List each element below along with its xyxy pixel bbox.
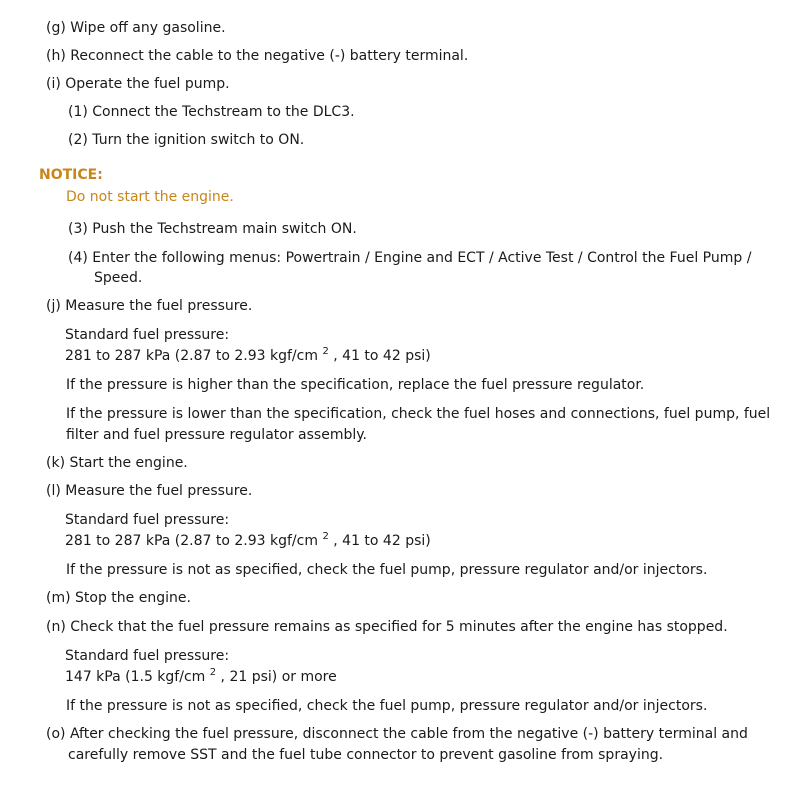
- substep-i-4-line1: (4) Enter the following menus: Powertrain / Engine and ECT / Active Test / Control the Fuel Pump /: [68, 250, 752, 266]
- substep-i-2: (2) Turn the ignition switch to ON.: [68, 132, 305, 148]
- std-value-b: , 41 to 42 psi): [328, 348, 431, 364]
- std-pressure-label-j: Standard fuel pressure:: [65, 327, 230, 343]
- std-pressure-value-j: [65, 347, 431, 367]
- std-value-a: 281 to 287 kPa (2.87 to 2.93 kgf/cm: [65, 348, 318, 364]
- superscript: 2: [322, 531, 329, 542]
- step-o-line1: (o) After checking the fuel pressure, disconnect the cable from the negative (-) battery terminal and: [46, 726, 748, 742]
- std-pressure-value-l: [65, 532, 431, 552]
- note-l: If the pressure is not as specified, check the fuel pump, pressure regulator and/or injectors.: [66, 562, 708, 578]
- step-o-line2: carefully remove SST and the fuel tube connector to prevent gasoline from spraying.: [68, 747, 664, 763]
- substep-i-1: (1) Connect the Techstream to the DLC3.: [68, 104, 355, 120]
- step-i: (i) Operate the fuel pump.: [46, 76, 230, 92]
- step-n: (n) Check that the fuel pressure remains as specified for 5 minutes after the engine has stopped.: [46, 619, 728, 635]
- step-h: (h) Reconnect the cable to the negative (-) battery terminal.: [46, 48, 469, 64]
- step-l: (l) Measure the fuel pressure.: [46, 483, 253, 499]
- note-n: If the pressure is not as specified, check the fuel pump, pressure regulator and/or injectors.: [66, 698, 708, 714]
- superscript: 2: [209, 667, 217, 678]
- std-pressure-value-n: [65, 668, 337, 688]
- std-pressure-label-n: Standard fuel pressure:: [65, 648, 230, 664]
- step-k: (k) Start the engine.: [46, 455, 188, 471]
- std-value-a: 147 kPa (1.5 kgf/cm: [65, 669, 206, 685]
- step-m: (m) Stop the engine.: [46, 590, 191, 606]
- substep-i-4-line2: Speed.: [94, 270, 143, 286]
- superscript: 2: [322, 346, 329, 357]
- notice-heading: NOTICE:: [39, 167, 103, 183]
- notice-body: Do not start the engine.: [66, 189, 234, 205]
- std-value-b: , 21 psi) or more: [216, 669, 337, 685]
- higher-note-j: If the pressure is higher than the specification, replace the fuel pressure regulator.: [66, 377, 645, 393]
- step-g: (g) Wipe off any gasoline.: [46, 20, 226, 36]
- lower-note-j-line2: filter and fuel pressure regulator assembly.: [66, 427, 367, 443]
- std-value-a: 281 to 287 kPa (2.87 to 2.93 kgf/cm: [65, 533, 318, 549]
- std-pressure-label-l: Standard fuel pressure:: [65, 512, 230, 528]
- std-value-b: , 41 to 42 psi): [328, 533, 431, 549]
- step-j: (j) Measure the fuel pressure.: [46, 298, 253, 314]
- lower-note-j-line1: If the pressure is lower than the specification, check the fuel hoses and connections, fuel pump, fuel: [66, 406, 771, 422]
- substep-i-3: (3) Push the Techstream main switch ON.: [68, 221, 357, 237]
